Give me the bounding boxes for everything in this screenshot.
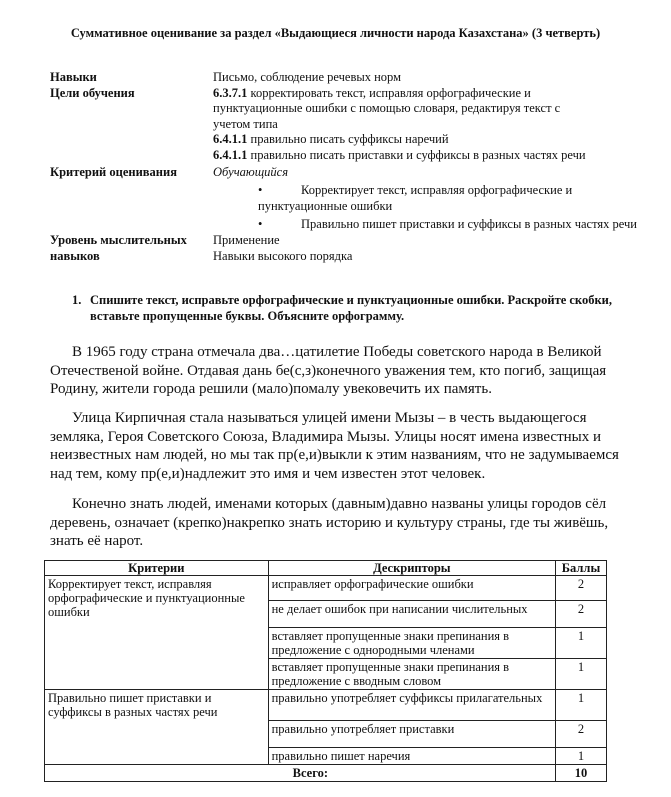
- goal-text: пунктуационные ошибки с помощью словаря, редактируя текст с: [213, 101, 561, 116]
- criterion-cell: Корректирует текст, исправляя орфографические и пунктуационные ошибки: [45, 576, 269, 690]
- descriptor-cell: вставляет пропущенные знаки препинания в предложение с однородными членами: [268, 628, 555, 659]
- goals-row: [50, 86, 650, 164]
- skills-row: [50, 70, 650, 86]
- level-label-line: Уровень мыслительных: [50, 232, 187, 247]
- text-line: знать её нарот.: [50, 533, 144, 549]
- skills-value: Письмо, соблюдение речевых норм: [213, 70, 402, 84]
- descriptor-cell: исправляет орфографические ошибки: [268, 576, 555, 601]
- criterion-cell: Правильно пишет приставки и суффиксы в разных частях речи: [45, 690, 269, 765]
- total-value: 10: [556, 765, 607, 782]
- score-cell: 2: [556, 601, 607, 628]
- header-descriptors: Дескрипторы: [268, 561, 555, 576]
- level-value-line: Навыки высокого порядка: [213, 248, 353, 263]
- text-paragraph-3: [50, 495, 640, 551]
- grading-table: [44, 560, 607, 782]
- level-row: [50, 233, 650, 264]
- goal-text: правильно писать суффиксы наречий: [250, 132, 449, 147]
- text-paragraph-2: [50, 409, 640, 483]
- criteria-bullet-text: пунктуационные ошибки: [258, 198, 393, 213]
- criteria-bullet: [50, 217, 650, 233]
- descriptor-cell: правильно пишет наречия: [268, 748, 555, 765]
- criteria-bullet: [50, 183, 650, 214]
- level-value: [213, 233, 650, 264]
- assessment-meta: [50, 70, 650, 264]
- level-label-line: навыков: [50, 248, 100, 263]
- text-line: земляка, Героя Советского Союза, Владимира Мызы. Улицы носят имена известных и: [50, 428, 602, 445]
- header-criteria: Критерии: [45, 561, 269, 576]
- criteria-label: Критерий оценивания: [50, 164, 177, 179]
- text-line: Улица Кирпичная стала называться улицей имени Мызы – в честь выдающегося: [72, 410, 587, 426]
- criteria-bullet-text: Правильно пишет приставки и суффиксы в разных частях речи: [301, 217, 637, 232]
- criteria-bullet-text: Корректирует текст, исправляя орфографические и: [301, 183, 573, 198]
- page-title: Суммативное оценивание за раздел «Выдающиеся личности народа Казахстана» (3 четверть): [70, 26, 601, 40]
- score-cell: 1: [556, 748, 607, 765]
- task-instruction: [72, 292, 652, 324]
- bullet-icon: •: [258, 217, 263, 232]
- goal-text: корректировать текст, исправляя орфографические и: [250, 85, 531, 100]
- level-value-line: Применение: [213, 232, 280, 247]
- score-cell: 2: [556, 721, 607, 748]
- descriptor-cell: правильно употребляет приставки: [268, 721, 555, 748]
- table-row: [45, 576, 607, 601]
- text-line: неизвестных нам людей, но мы так пр(е,и)выкли к этим названиям, что не задумываемся: [50, 447, 619, 463]
- goals-label: Цели обучения: [50, 85, 135, 100]
- goal-text: учетом типа: [213, 116, 278, 131]
- text-line: В 1965 году страна отмечала два…цатилетие Победы советского народа в Великой: [72, 344, 602, 360]
- goal-code: 6.4.1.1: [213, 132, 248, 147]
- descriptor-cell: вставляет пропущенные знаки препинания в предложение с вводным словом: [268, 659, 555, 690]
- bullet-icon: •: [258, 183, 263, 198]
- descriptor-cell: правильно употребляет суффиксы прилагательных: [268, 690, 555, 721]
- text-paragraph-1: [50, 343, 640, 399]
- task-line: вставьте пропущенные буквы. Объясните орфограмму.: [90, 309, 405, 323]
- table-total-row: [45, 765, 607, 782]
- total-label-text: Всего:: [292, 766, 329, 780]
- text-line: Родину, жители города решили (мало)помалу увековечить их память.: [50, 381, 492, 397]
- task-text: [72, 292, 652, 324]
- text-line: Отечественой войне. Отдавая дань бе(с,з)конечного уважения тем, кто погиб, защищая: [50, 362, 607, 379]
- score-cell: 2: [556, 576, 607, 601]
- task-line: Спишите текст, исправьте орфографические и пунктуационные ошибки. Раскройте скобки,: [90, 293, 612, 307]
- table-header-row: [45, 561, 607, 576]
- level-label: [50, 233, 213, 264]
- score-cell: 1: [556, 690, 607, 721]
- task-number: 1.: [72, 293, 82, 307]
- text-line: Конечно знать людей, именами которых (давным)давно названы улицы городов сёл: [72, 496, 607, 512]
- header-points: Баллы: [556, 561, 607, 576]
- criteria-row: [50, 165, 650, 181]
- text-line: над тем, кому пр(е,и)надлежит это имя и чем известен этот человек.: [50, 465, 486, 482]
- goal-code: 6.3.7.1: [213, 85, 248, 100]
- goal-code: 6.4.1.1: [213, 147, 248, 162]
- text-line: деревень, означает (крепко)накрепко знать историю и культуру страны, где ты живёшь,: [50, 514, 609, 531]
- descriptor-cell: не делает ошибок при написании числительных: [268, 601, 555, 628]
- criteria-intro: Обучающийся: [213, 164, 289, 179]
- total-label: [45, 765, 556, 782]
- score-cell: 1: [556, 628, 607, 659]
- score-cell: 1: [556, 659, 607, 690]
- goals-value: [213, 86, 650, 164]
- skills-label: Навыки: [50, 70, 97, 84]
- goal-text: правильно писать приставки и суффиксы в разных частях речи: [250, 147, 586, 162]
- table-row: [45, 690, 607, 721]
